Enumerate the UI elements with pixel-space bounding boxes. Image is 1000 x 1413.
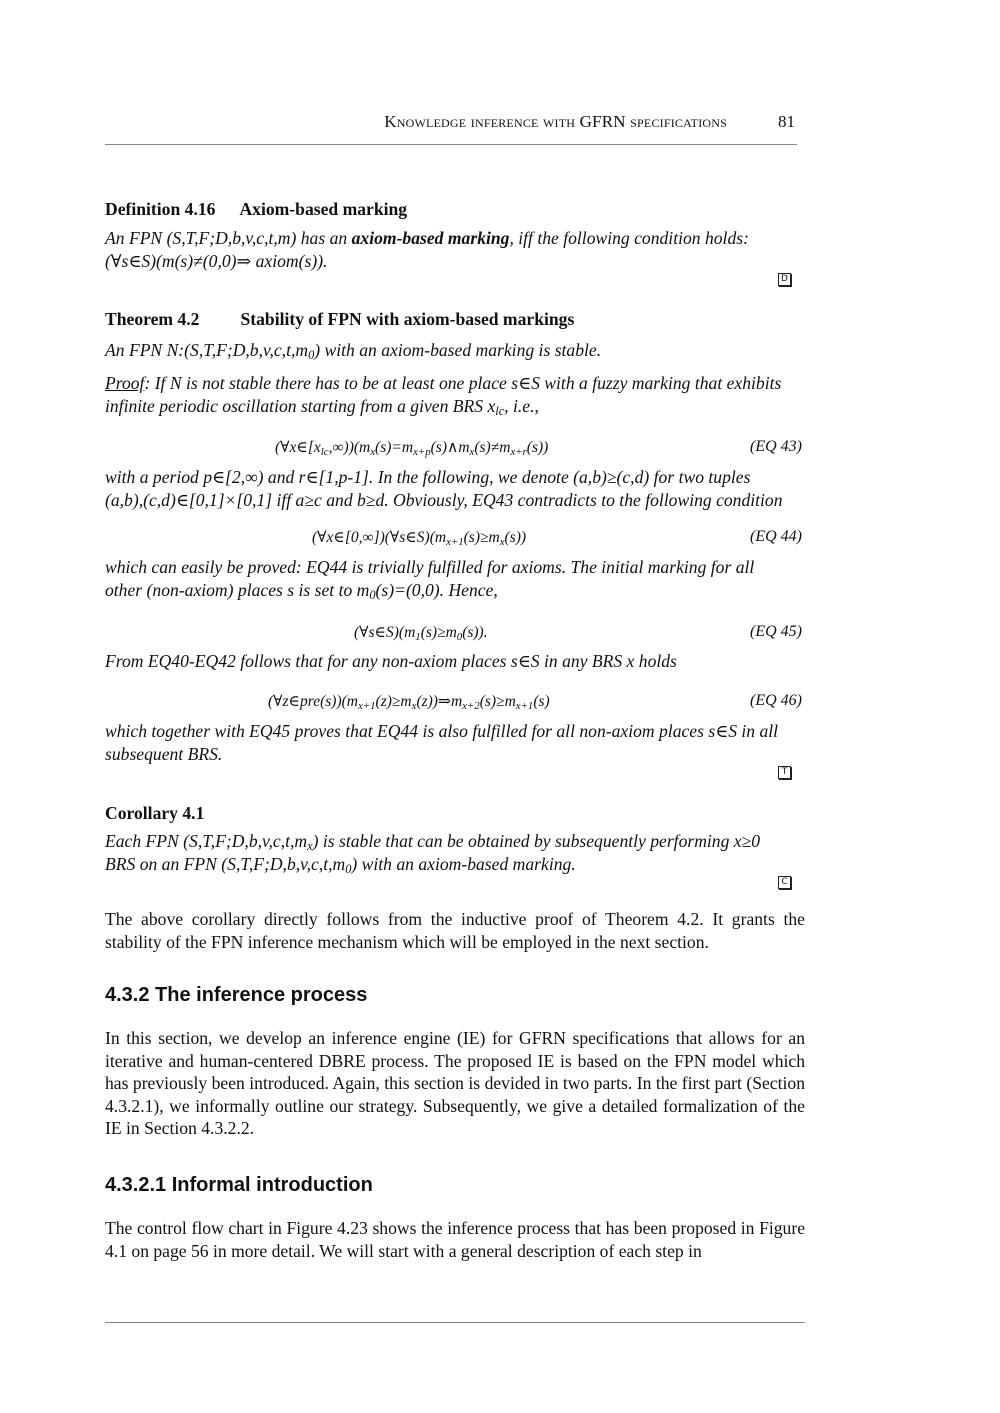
eq44-sub: x	[499, 536, 505, 548]
equation-46-label: (EQ 46)	[750, 692, 802, 709]
eq46-sub: x+2	[462, 700, 480, 712]
theorem-statement-end: ) with an axiom-based marking is stable.	[314, 340, 602, 360]
text-line: which together with EQ45 proves that EQ44 is also fulfilled for all non-axiom places s∈S in all	[105, 721, 779, 741]
eq43-sub: x	[370, 446, 376, 458]
eq43-part: (s)∧m	[430, 439, 470, 456]
corollary-text: ) is stable that can be obtained by subsequently performing x≥0	[312, 831, 761, 851]
eq43-part: (∀x∈[x	[275, 439, 321, 456]
header-title: Knowledge inference with GFRN specifications	[384, 112, 727, 131]
theorem-heading	[105, 308, 805, 331]
eq46-part: (∀z∈pre(s))(m	[268, 693, 358, 710]
eq45-sub: 1	[415, 631, 421, 643]
paragraph-after-eq44	[105, 556, 805, 601]
definition-text-end: , iff the following condition holds:	[509, 228, 749, 248]
eq45-part: (∀s∈S)(m	[354, 624, 416, 641]
text-line: (a,b),(c,d)∈[0,1]×[0,1] iff a≥c and b≥d. Obviously, EQ43 contradicts to the following condition	[105, 489, 783, 510]
eq44-sub: x+1	[446, 536, 464, 548]
eq43-sub: x+p	[413, 446, 431, 458]
theorem-statement	[105, 339, 805, 362]
proof-paragraph	[105, 372, 805, 417]
eq44-part: (∀x∈[0,∞])(∀s∈S)(m	[312, 529, 447, 546]
corollary-text: ) with an axiom-based marking.	[351, 853, 576, 874]
eq46-part: (z))⇒m	[416, 693, 463, 710]
equation-44-label: (EQ 44)	[750, 528, 802, 545]
definition-title: Axiom-based marking	[239, 199, 408, 219]
eq43-part: (s)=m	[375, 439, 414, 456]
equation-43-label: (EQ 43)	[750, 438, 802, 455]
corollary-text: BRS on an FPN (S,T,F;D,b,v,c,t,m	[105, 853, 346, 874]
eq44-part: (s)≥m	[463, 529, 500, 546]
proof-line-2-end: , i.e.,	[504, 395, 539, 416]
eq46-part: (s)≥m	[479, 693, 516, 710]
text-line: other (non-axiom) places s is set to m	[105, 579, 370, 600]
eq45-part: (s)).	[462, 624, 488, 641]
proof-line-2-sub: lc	[495, 403, 505, 418]
corollary-body	[105, 830, 805, 875]
corollary-end-icon: C	[778, 876, 791, 889]
text-sub: 0	[369, 587, 376, 602]
corollary-text: Each FPN (S,T,F;D,b,v,c,t,m	[105, 831, 308, 851]
page-number: 81	[778, 112, 795, 131]
paragraph-after-eq43	[105, 466, 805, 511]
definition-heading	[105, 198, 805, 221]
running-header	[105, 112, 795, 136]
theorem-end-icon: T	[778, 766, 791, 779]
eq46-part: (z)≥m	[375, 693, 412, 710]
section-heading-4-3-2: 4.3.2 The inference process	[105, 984, 368, 1006]
equation-43	[275, 438, 548, 457]
section-4-3-2-1-body: The control flow chart in Figure 4.23 shows the inference process that has been proposed in Figure 4.1 on page 56 in more detail. We will start with a general description of each step in	[105, 1218, 805, 1261]
proof-line-2: infinite periodic oscillation starting from a given BRS x	[105, 395, 496, 416]
equation-45-label: (EQ 45)	[750, 623, 802, 640]
section-heading-4-3-2-1: 4.3.2.1 Informal introduction	[105, 1174, 373, 1196]
proof-label: Proof	[105, 373, 145, 393]
theorem-statement-text: An FPN N:(S,T,F;D,b,v,c,t,m	[105, 340, 309, 360]
header-rule	[105, 144, 797, 145]
text-line: subsequent BRS.	[105, 743, 223, 764]
eq43-sub: x	[469, 446, 475, 458]
eq46-sub: x	[411, 700, 417, 712]
equation-44	[312, 528, 526, 547]
eq46-sub: x+1	[515, 700, 534, 712]
corollary-commentary: The above corollary directly follows from the inductive proof of Theorem 4.2. It grants the stability of the FPN inference mechanism which will be employed in the next section.	[105, 909, 805, 952]
eq43-part: (s))	[526, 439, 549, 456]
proof-line-1: : If N is not stable there has to be at least one place s∈S with a fuzzy marking that exhibits	[144, 373, 782, 393]
equation-46	[268, 692, 550, 711]
definition-term: axiom-based marking	[351, 228, 510, 248]
eq43-part: ,∞))(m	[328, 439, 371, 456]
corollary-sub: x	[307, 839, 313, 853]
text-line: (s)=(0,0). Hence,	[375, 579, 498, 600]
definition-formula: (∀s∈S)(m(s)≠(0,0)⇒ axiom(s)).	[105, 250, 328, 271]
definition-end-icon: D	[778, 273, 791, 286]
eq46-part: (s)	[533, 693, 550, 710]
definition-body	[105, 227, 805, 272]
eq43-sub: x+r	[510, 446, 527, 458]
eq43-sub: lc	[320, 446, 329, 458]
eq43-part: (s)≠m	[474, 439, 511, 456]
theorem-title: Stability of FPN with axiom-based markings	[240, 309, 575, 329]
paragraph-after-eq46	[105, 720, 805, 765]
eq44-part: (s))	[504, 529, 527, 546]
footer-rule	[105, 1322, 805, 1323]
corollary-sub: 0	[345, 861, 352, 876]
section-4-3-2-body: In this section, we develop an inference engine (IE) for GFRN specifications that allows for an iterative and human-centered DBRE process. The proposed IE is based on the FPN model which has previously been introduced. Again, this section is devided in two parts. In the first part (Section 4.3.2.1), we informally outline our strategy. Subsequently, we give a detailed formalization of the IE in Section 4.3.2.2.	[105, 1028, 805, 1138]
definition-text: An FPN (S,T,F;D,b,v,c,t,m) has an	[105, 228, 352, 248]
definition-label: Definition 4.16	[105, 199, 216, 219]
eq46-sub: x+1	[357, 700, 376, 712]
theorem-label: Theorem 4.2	[105, 309, 200, 329]
paragraph-after-eq45: From EQ40-EQ42 follows that for any non-axiom places s∈S in any BRS x holds	[105, 651, 677, 671]
theorem-statement-sub: 0	[308, 348, 315, 362]
eq45-sub: 0	[456, 631, 463, 643]
corollary-heading: Corollary 4.1	[105, 803, 205, 823]
equation-45	[354, 623, 488, 642]
text-line: which can easily be proved: EQ44 is trivially fulfilled for axioms. The initial marking for all	[105, 557, 755, 577]
eq45-part: (s)≥m	[420, 624, 457, 641]
text-line: with a period p∈[2,∞) and r∈[1,p-1]. In the following, we denote (a,b)≥(c,d) for two tuples	[105, 467, 751, 487]
